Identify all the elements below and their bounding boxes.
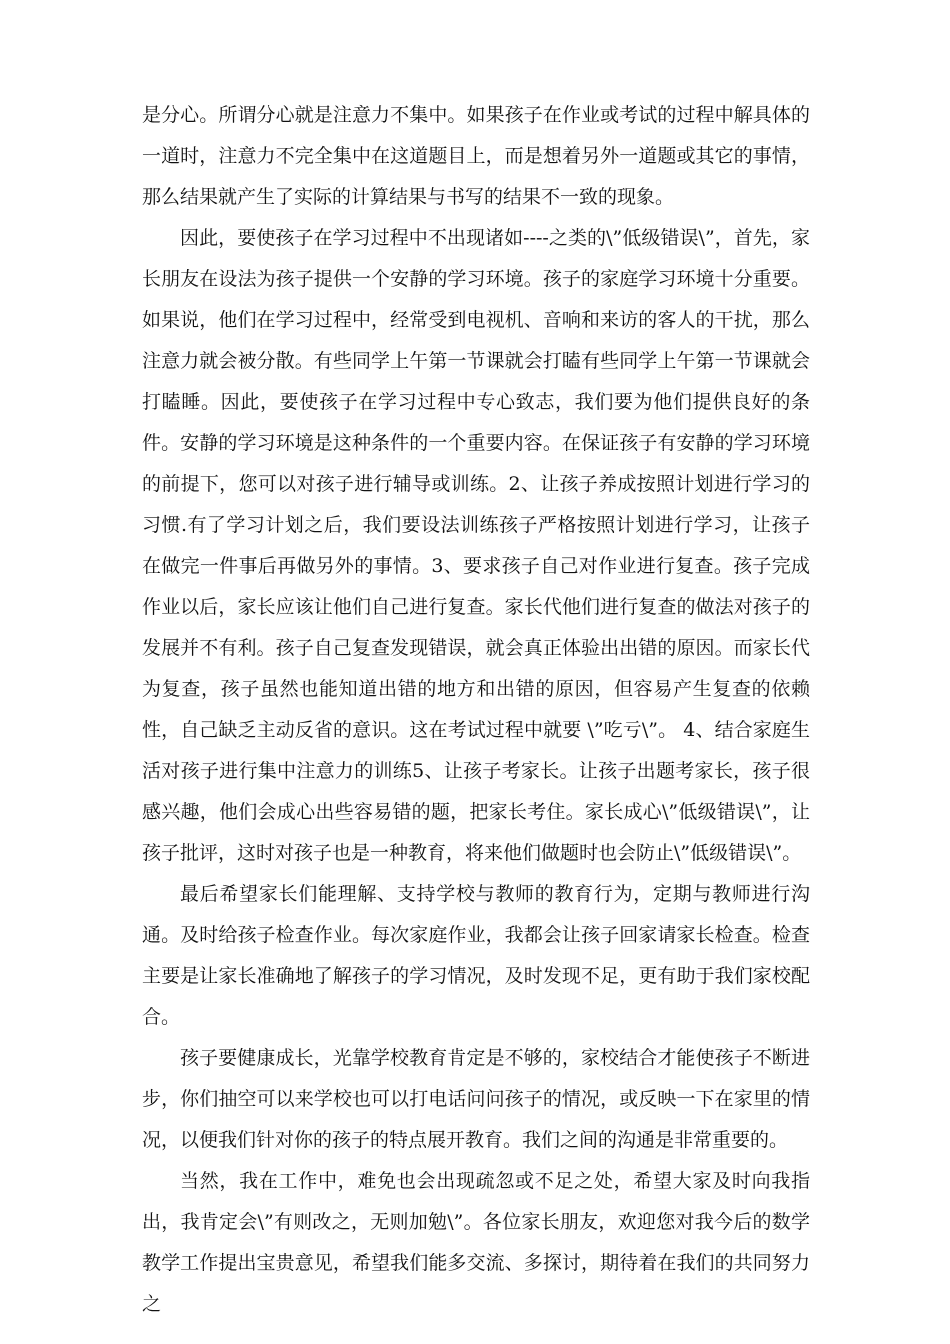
paragraph-5: 当然，我在工作中，难免也会出现疏忽或不足之处，希望大家及时向我指出，我肯定会\”有则改之，无则加勉\”。各位家长朋友，欢迎您对我今后的数学教学工作提出宝贵意见，希望我们能多交流、多探讨，期待着在我们的共同努力之 bbox=[142, 1170, 810, 1315]
paragraph-4: 孩子要健康成长，光靠学校教育肯定是不够的，家校结合才能使孩子不断进步，你们抽空可以来学校也可以打电话问问孩子的情况，或反映一下在家里的情况，以便我们针对你的孩子的特点展开教育。我们之间的沟通是非常重要的。 bbox=[142, 1047, 810, 1151]
paragraph-2: 因此，要使孩子在学习过程中不出现诸如----之类的\”低级错误\”，首先，家长朋友在设法为孩子提供一个安静的学习环境。孩子的家庭学习环境十分重要。如果说，他们在学习过程中，经常受到电视机、音响和来访的客人的干扰，那么注意力就会被分散。有些同学上午第一节课就会打瞌有些同学上午第一节课就会打瞌睡。因此，要使孩子在学习过程中专心致志，我们要为他们提供良好的条件。安静的学习环境是这种条件的一个重要内容。在保证孩子有安静的学习环境的前提下，您可以对孩子进行辅导或训练。2、让孩子养成按照计划进行学习的习惯.有了学习计划之后，我们要设法训练孩子严格按照计划进行学习，让孩子在做完一件事后再做另外的事情。3、要求孩子自己对作业进行复查。孩子完成作业以后，家长应该让他们自己进行复查。家长代他们进行复查的做法对孩子的发展并不有利。孩子自己复查发现错误，就会真正体验出出错的原因。而家长代为复查，孩子虽然也能知道出错的地方和出错的原因，但容易产生复查的依赖性，自己缺乏主动反省的意识。这在考试过程中就要 \”吃亏\”。 4、结合家庭生活对孩子进行集中注意力的训练5、让孩子考家长。让孩子出题考家长，孩子很感兴趣，他们会成心出些容易错的题，把家长考住。家长成心\”低级错误\”，让孩子批评，这时对孩子也是一种教育，将来他们做题时也会防止\”低级错误\”。 bbox=[142, 227, 810, 864]
paragraph-3: 最后希望家长们能理解、支持学校与教师的教育行为，定期与教师进行沟通。及时给孩子检查作业。每次家庭作业，我都会让孩子回家请家长检查。检查主要是让家长准确地了解孩子的学习情况，及时发现不足，更有助于我们家校配合。 bbox=[142, 883, 810, 1028]
paragraph-1: 是分心。所谓分心就是注意力不集中。如果孩子在作业或考试的过程中解具体的一道时，注意力不完全集中在这道题目上，而是想着另外一道题或其它的事情，那么结果就产生了实际的计算结果与书写的结果不一致的现象。 bbox=[142, 104, 810, 208]
document-body bbox=[142, 95, 810, 1325]
